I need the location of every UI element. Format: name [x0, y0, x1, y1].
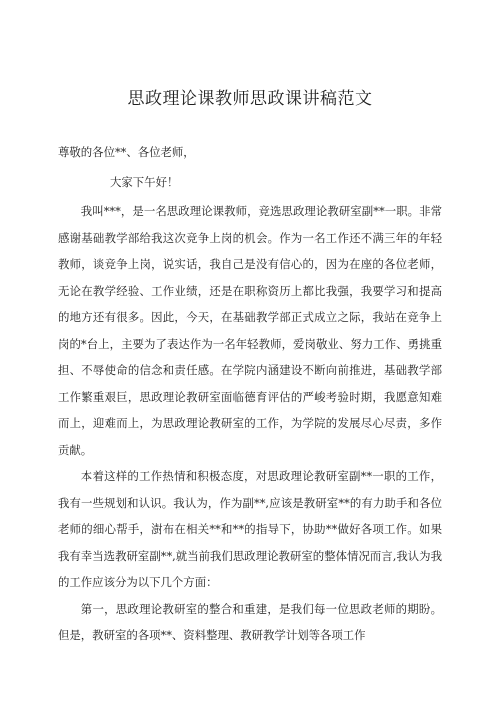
body-paragraph-3: 第一，思政理论教研室的整合和重建，是我们每一位思政老师的期盼。但是，教研室的各项**、资料整理、教研教学计划等各项工作 — [58, 601, 442, 642]
body-paragraph-2: 本着这样的工作热情和积极态度，对思政理论教研室副**一职的工作，我有一些规划和认识。我认为，作为副**,应该是教研室**的有力助手和各位老师的细心帮手，澍布在相关**和**的指导下，协助**做好各项工作。如果我有幸当选教研室副**,就当前我们思政理论教研室的整体情况而言,我认为我的工作应该分为以下几个方面： — [58, 469, 442, 589]
salutation-line: 大家下午好！ — [110, 175, 179, 189]
document-title: 思政理论课教师思政课讲稿范文 — [127, 89, 373, 109]
body-paragraph-1: 我叫***，是一名思政理论课教师，竞选思政理论教研室副**一职。非常感谢基础教学部给我这次竞争上岗的机会。作为一名工作还不满三年的年轻教师，谈竞争上岗，说实话，我自己是没有信心的，因为在座的各位老师，无论在教学经验、工作业绩，还是在职称资历上都比我强，我要学习和提高的地方还有很多。因此，今天，在基础教学部正式成立之际，我站在竞争上岗的*台上，主要为了表达作为一名年轻教师，爱岗敬业、努力工作、勇挑重担、不辱使命的信念和责任感。在学院内涵建设不断向前推进，基础教学部工作繁重艰巨，思政理论教研室面临德育评估的严峻考验时期，我愿意知难而上，迎难而上，为思政理论教研室的工作，为学院的发展尽心尽责，多作贡献。 — [58, 204, 442, 457]
greeting-line: 尊敬的各位**、各位老师， — [58, 145, 195, 159]
